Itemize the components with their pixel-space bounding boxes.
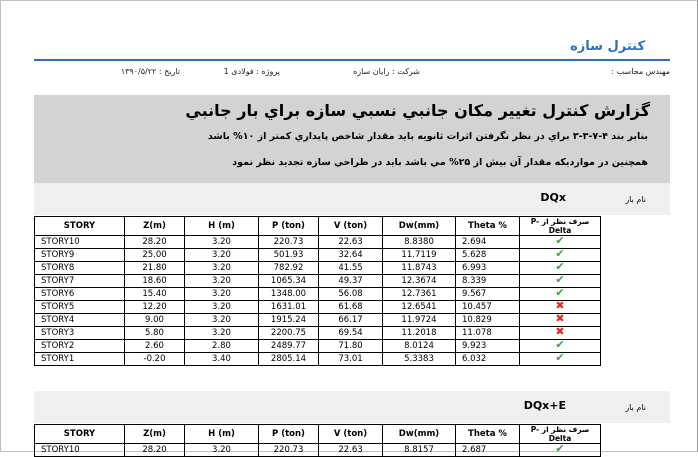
cell-dw: 8.8157 [383,444,456,457]
cell-h: 3.20 [185,327,259,340]
project-label: پروژه : فولادی 1 [223,67,280,76]
table-body [35,236,601,366]
cell-theta: 6.032 [456,353,520,366]
cell-dw: 11.8743 [383,262,456,275]
report-note-1: بنابر بند ۴-۷-۳-۳ براي در نظر نگرفتن اثرات ثانويه بايد مقدار شاخص پايداري كمتر از ۱۰% باشد [207,131,648,142]
check-icon: ✔ [555,351,565,364]
cell-theta: 5.628 [456,249,520,262]
cell-theta: 2.694 [456,236,520,249]
cell-h: 3.20 [185,275,259,288]
load-case-label: نام بار [625,403,646,412]
cell-v: 41.55 [319,262,383,275]
cell-story: STORY10 [35,236,125,249]
cell-pdelta [520,353,601,366]
cell-z: 15.40 [125,288,185,301]
column-header: H (m) [185,217,259,236]
cell-v: 61.68 [319,301,383,314]
column-header: V (ton) [319,217,383,236]
column-header: Theta % [456,217,520,236]
column-header: Z(m) [125,425,185,444]
cell-dw: 11.9724 [383,314,456,327]
cell-v: 56.08 [319,288,383,301]
cell-z: 5.80 [125,327,185,340]
cell-h: 3.20 [185,301,259,314]
report-title: گزارش كنترل تغيير مكان جانبي نسبي سازه براي بار جانبي [185,101,650,120]
cell-story: STORY6 [35,288,125,301]
cell-z: 28.20 [125,444,185,457]
cell-story: STORY9 [35,249,125,262]
load-case-bar [34,183,670,215]
cell-h: 3.20 [185,444,259,457]
load-case-bar [34,391,670,423]
cell-theta: 6.993 [456,262,520,275]
cell-v: 71.80 [319,340,383,353]
column-header: صرف نظر از P-Delta [520,217,601,236]
load-case-value: DQx [540,191,566,204]
cell-z: 9.00 [125,314,185,327]
cell-z: -0.20 [125,353,185,366]
cell-p: 501.93 [259,249,319,262]
cell-theta: 2.687 [456,444,520,457]
cell-h: 3.20 [185,314,259,327]
cross-icon: ✖ [555,312,565,325]
cell-theta: 10.457 [456,301,520,314]
company-label: شرکت : رایان سازه [353,67,420,76]
cell-h: 3.20 [185,262,259,275]
cell-h: 3.40 [185,353,259,366]
cell-v: 32.64 [319,249,383,262]
cell-p: 2805.14 [259,353,319,366]
cell-p: 1065.34 [259,275,319,288]
column-header: STORY [35,217,125,236]
cell-p: 782.92 [259,262,319,275]
load-case-label: نام بار [625,195,646,204]
cell-story: STORY5 [35,301,125,314]
column-header: Theta % [456,425,520,444]
cell-dw: 8.0124 [383,340,456,353]
column-header: H (m) [185,425,259,444]
cell-v: 73.01 [319,353,383,366]
drift-table [34,424,601,457]
cell-story: STORY4 [35,314,125,327]
app-title: کنترل سازه [570,39,645,54]
table-body [35,444,601,457]
table-row [35,340,601,353]
cell-p: 1915.24 [259,314,319,327]
cross-icon: ✖ [555,325,565,338]
table-row [35,301,601,314]
cell-v: 22.63 [319,236,383,249]
table-row [35,288,601,301]
cell-dw: 5.3383 [383,353,456,366]
cell-p: 220.73 [259,236,319,249]
cell-theta: 9.567 [456,288,520,301]
column-header: P (ton) [259,217,319,236]
check-icon: ✔ [555,260,565,273]
column-header: P (ton) [259,425,319,444]
cell-h: 3.20 [185,288,259,301]
table-row [35,327,601,340]
cell-dw: 11.2018 [383,327,456,340]
check-icon: ✔ [555,234,565,247]
cell-z: 18.60 [125,275,185,288]
info-row [34,67,670,81]
column-header: STORY [35,425,125,444]
cell-z: 25.00 [125,249,185,262]
column-header: Dw(mm) [383,425,456,444]
table-row [35,275,601,288]
cell-story: STORY10 [35,444,125,457]
check-icon: ✔ [555,247,565,260]
cell-theta: 11.078 [456,327,520,340]
cell-story: STORY3 [35,327,125,340]
column-header: Dw(mm) [383,217,456,236]
cell-p: 2489.77 [259,340,319,353]
report-note-2: همچنين در مواردیکه مقدار آن بيش از ۲۵% مي باشد بايد در طراحي سازه تجديد نظر نمود [232,157,648,168]
cell-dw: 12.7361 [383,288,456,301]
cell-story: STORY2 [35,340,125,353]
cell-story: STORY1 [35,353,125,366]
cell-p: 220.73 [259,444,319,457]
cell-theta: 10.829 [456,314,520,327]
report-banner [34,95,670,183]
cell-z: 28.20 [125,236,185,249]
table-row [35,249,601,262]
column-header: Z(m) [125,217,185,236]
cell-v: 66.17 [319,314,383,327]
cell-z: 2.60 [125,340,185,353]
cell-story: STORY7 [35,275,125,288]
cell-dw: 8.8380 [383,236,456,249]
cell-v: 22.63 [319,444,383,457]
cell-theta: 8.339 [456,275,520,288]
cell-story: STORY8 [35,262,125,275]
check-icon: ✔ [555,338,565,351]
cell-dw: 11.7119 [383,249,456,262]
table-row [35,236,601,249]
table-row [35,314,601,327]
cell-v: 49.37 [319,275,383,288]
column-header: صرف نظر از P-Delta [520,425,601,444]
cell-v: 69.54 [319,327,383,340]
cell-dw: 12.3674 [383,275,456,288]
cell-pdelta [520,444,601,457]
cell-p: 1631.01 [259,301,319,314]
cell-h: 3.20 [185,249,259,262]
load-case-value: DQx+E [523,399,566,412]
check-icon: ✔ [555,286,565,299]
drift-table [34,216,601,366]
column-header: V (ton) [319,425,383,444]
cell-z: 21.80 [125,262,185,275]
cell-h: 2.80 [185,340,259,353]
cell-p: 2200.75 [259,327,319,340]
cell-dw: 12.6541 [383,301,456,314]
cell-p: 1348.00 [259,288,319,301]
table-row [35,262,601,275]
cell-theta: 9.923 [456,340,520,353]
cross-icon: ✖ [555,299,565,312]
table-row [35,353,601,366]
date-label: تاریخ : ۱۳۹۰/۵/۲۲ [120,67,180,76]
table-row [35,444,601,457]
check-icon: ✔ [555,273,565,286]
check-icon: ✔ [555,442,565,455]
cell-z: 12.20 [125,301,185,314]
engineer-label: مهندس محاسب : [611,67,670,76]
header-divider [34,59,670,61]
table-header-row [35,425,601,444]
table-header-row [35,217,601,236]
cell-h: 3.20 [185,236,259,249]
